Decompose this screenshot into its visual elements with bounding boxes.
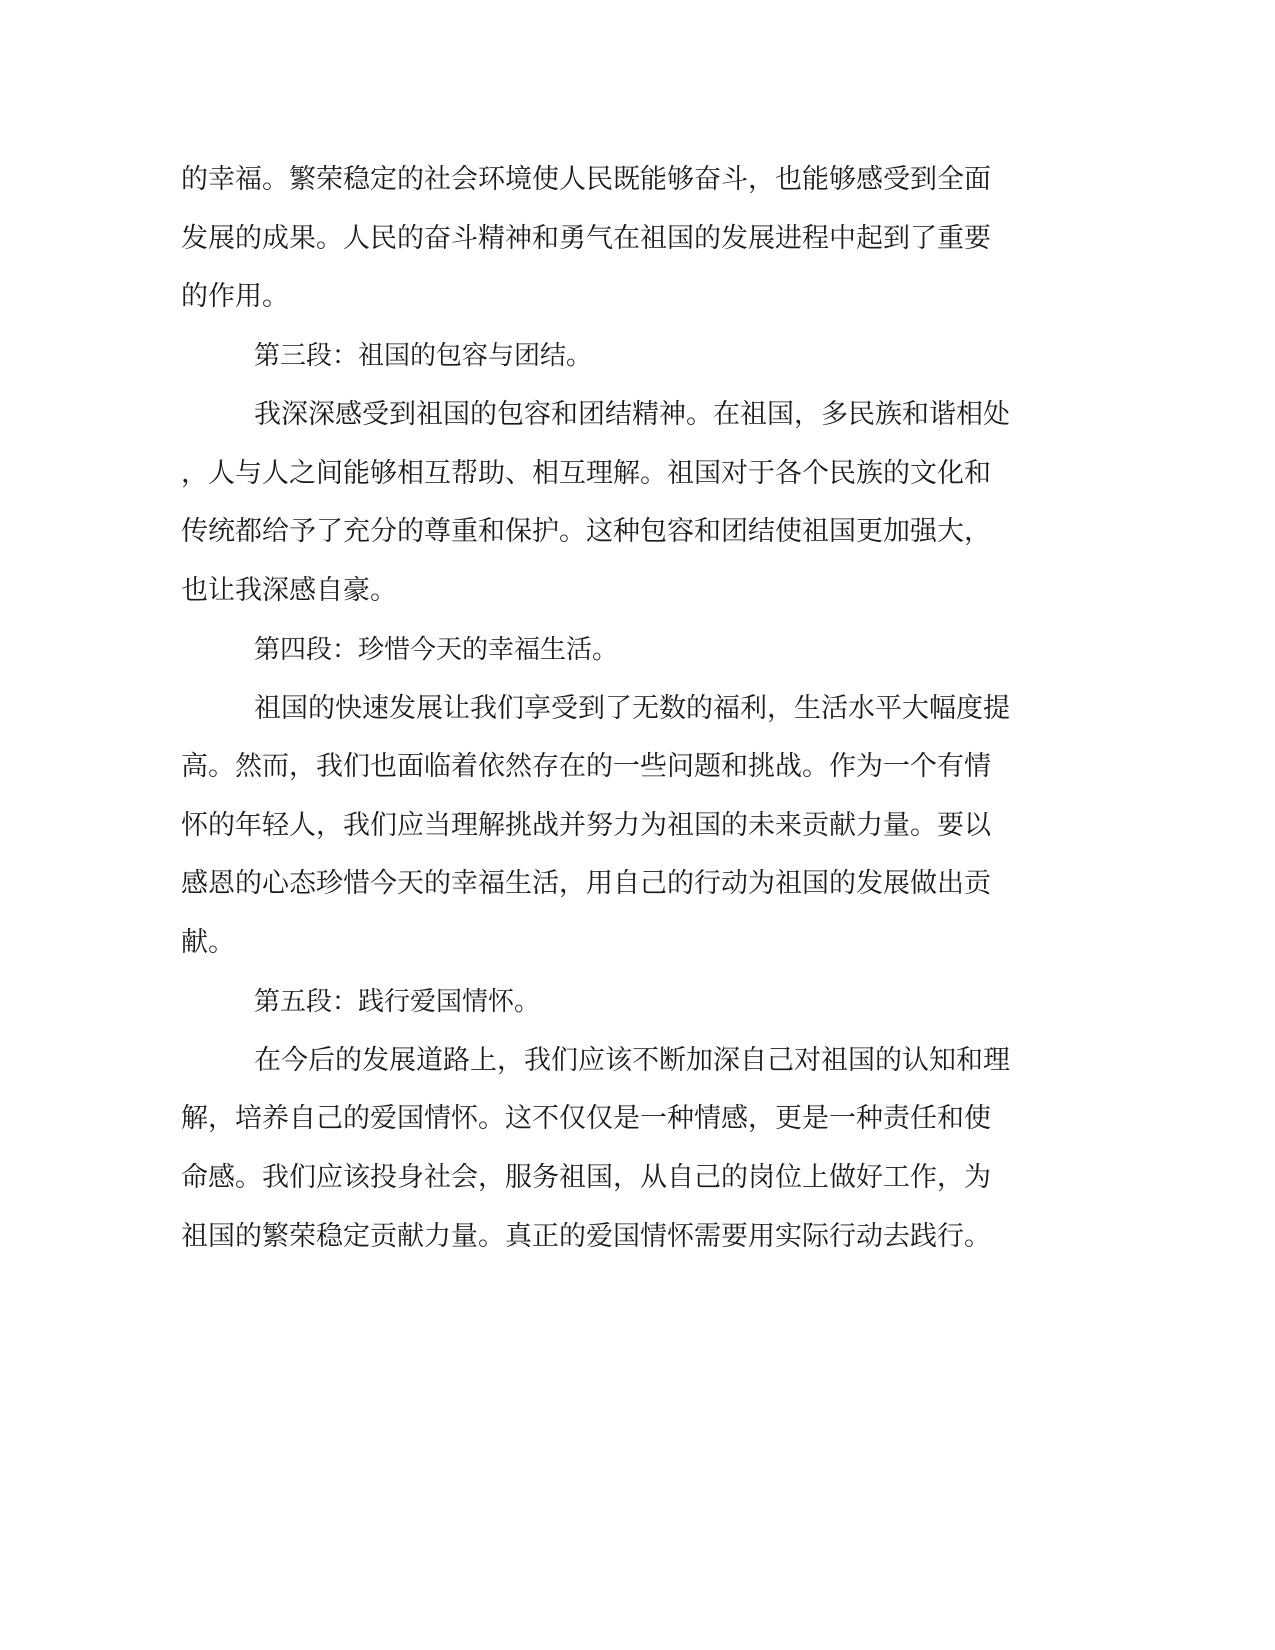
paragraph-line: 传统都给予了充分的尊重和保护。这种包容和团结使祖国更加强大， xyxy=(181,516,991,547)
paragraph-line: 我深深感受到祖国的包容和团结精神。在祖国，多民族和谐相处 xyxy=(254,399,1010,430)
paragraph-line: 怀的年轻人，我们应当理解挑战并努力为祖国的未来贡献力量。要以 xyxy=(181,810,991,841)
paragraph-line: 在今后的发展道路上，我们应该不断加深自己对祖国的认知和理 xyxy=(254,1045,1010,1076)
paragraph-line: 的作用。 xyxy=(181,281,289,312)
section-heading-5: 第五段：践行爱国情怀。 xyxy=(254,987,541,1017)
paragraph-line: 献。 xyxy=(181,927,235,958)
section-heading-4: 第四段：珍惜今天的幸福生活。 xyxy=(254,635,619,665)
paragraph-line: 祖国的快速发展让我们享受到了无数的福利，生活水平大幅度提 xyxy=(254,693,1010,724)
paragraph-line: 高。然而，我们也面临着依然存在的一些问题和挑战。作为一个有情 xyxy=(181,751,991,782)
paragraph-line: 感恩的心态珍惜今天的幸福生活，用自己的行动为祖国的发展做出贡 xyxy=(181,868,991,899)
paragraph-line: 的幸福。繁荣稳定的社会环境使人民既能够奋斗，也能够感受到全面 xyxy=(181,164,991,195)
paragraph-line: 也让我深感自豪。 xyxy=(181,575,397,606)
paragraph-line: 命感。我们应该投身社会，服务祖国，从自己的岗位上做好工作，为 xyxy=(181,1162,991,1193)
paragraph-line: 发展的成果。人民的奋斗精神和勇气在祖国的发展进程中起到了重要 xyxy=(181,223,991,254)
paragraph-line: 解，培养自己的爱国情怀。这不仅仅是一种情感，更是一种责任和使 xyxy=(181,1103,991,1134)
paragraph-line: ，人与人之间能够相互帮助、相互理解。祖国对于各个民族的文化和 xyxy=(181,458,991,489)
section-heading-3: 第三段：祖国的包容与团结。 xyxy=(254,341,593,371)
paragraph-line: 祖国的繁荣稳定贡献力量。真正的爱国情怀需要用实际行动去践行。 xyxy=(181,1221,991,1252)
